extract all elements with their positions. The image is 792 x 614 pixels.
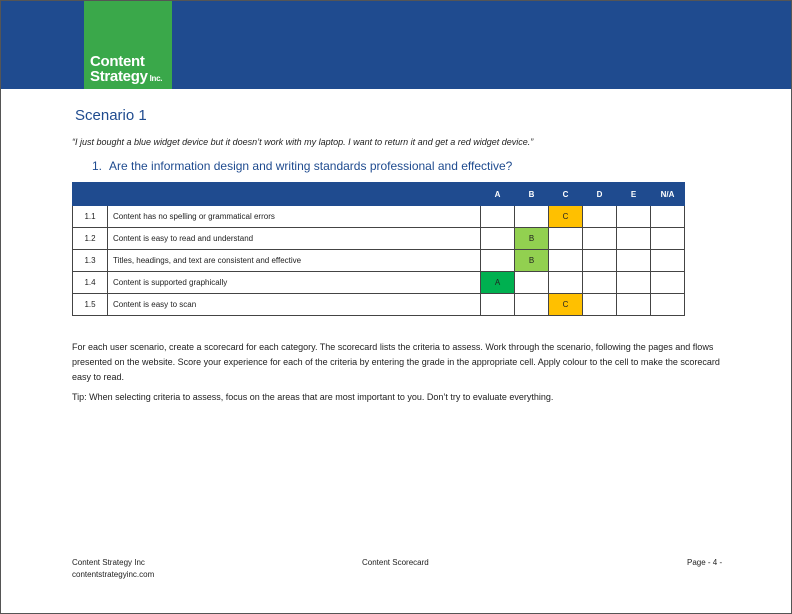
grade-cell-na [651,272,685,294]
company-logo [84,1,172,89]
grade-cell-a [481,206,515,228]
row-number: 1.1 [73,206,108,228]
header-grade-c: C [549,183,583,206]
grade-cell-e [617,294,651,316]
table-row [73,294,685,316]
grade-cell-b [515,272,549,294]
criterion-cell: Content is supported graphically [108,272,481,294]
header-grade-na: N/A [651,183,685,206]
scorecard-header-row [73,183,685,206]
row-number: 1.5 [73,294,108,316]
logo-text-line1: Content [90,53,145,70]
instructions-paragraph: For each user scenario, create a scorecard for each category. The scorecard lists the criteria to assess. Work through the scenario, following the pages and flows presented on the website. Score your experience for each of the criteria by entering the grade in the appropriate cell. Apply colour to the cell to make the scorecard easy to read. [72,342,720,382]
header-grade-b: B [515,183,549,206]
question-heading [92,159,512,173]
grade-cell-d [583,206,617,228]
grade-cell-e [617,206,651,228]
grade-cell-b [515,206,549,228]
grade-cell-b [515,294,549,316]
footer-doc-title: Content Scorecard [362,558,429,567]
tip-paragraph: Tip: When selecting criteria to assess, focus on the areas that are most important to you. Don’t try to evaluate everything. [72,392,554,402]
grade-cell-na [651,250,685,272]
question-number: 1. [92,159,103,173]
footer-page-number: Page - 4 - [687,558,723,567]
logo-inc: Inc. [149,74,163,83]
question-text: Are the information design and writing standards professional and effective? [109,159,513,173]
grade-cell-na [651,228,685,250]
grade-cell-e [617,250,651,272]
criterion-cell: Content is easy to scan [108,294,481,316]
grade-cell-a [481,294,515,316]
grade-cell-c [549,272,583,294]
grade-cell-c [549,250,583,272]
grade-cell-a [481,228,515,250]
header-num-col [73,183,108,206]
scorecard-table [72,182,685,316]
grade-cell-e [617,272,651,294]
row-number: 1.2 [73,228,108,250]
grade-cell-d [583,250,617,272]
row-number: 1.3 [73,250,108,272]
row-number: 1.4 [73,272,108,294]
grade-cell-e [617,228,651,250]
grade-cell-a [481,250,515,272]
table-row [73,228,685,250]
grade-cell-b: B [515,250,549,272]
grade-cell-a: A [481,272,515,294]
header-criterion-col [108,183,481,206]
header-grade-a: A [481,183,515,206]
criterion-cell: Content has no spelling or grammatical errors [108,206,481,228]
scenario-title: Scenario 1 [75,107,147,124]
grade-cell-d [583,294,617,316]
table-row [73,206,685,228]
criterion-cell: Content is easy to read and understand [108,228,481,250]
table-row [73,250,685,272]
grade-cell-d [583,272,617,294]
logo-text-line2-main: Strategy [90,68,148,85]
grade-cell-c [549,228,583,250]
grade-cell-na [651,294,685,316]
header-grade-d: D [583,183,617,206]
criterion-cell: Titles, headings, and text are consistent and effective [108,250,481,272]
grade-cell-na [651,206,685,228]
grade-cell-b: B [515,228,549,250]
logo-text-line2 [90,68,162,85]
grade-cell-c: C [549,206,583,228]
grade-cell-d [583,228,617,250]
grade-cell-c: C [549,294,583,316]
table-row [73,272,685,294]
footer-website: contentstrategyinc.com [72,570,155,579]
header-grade-e: E [617,183,651,206]
footer-company: Content Strategy Inc [72,558,145,567]
scenario-quote: “I just bought a blue widget device but it doesn’t work with my laptop. I want to return it and get a red widget device.” [72,137,534,147]
